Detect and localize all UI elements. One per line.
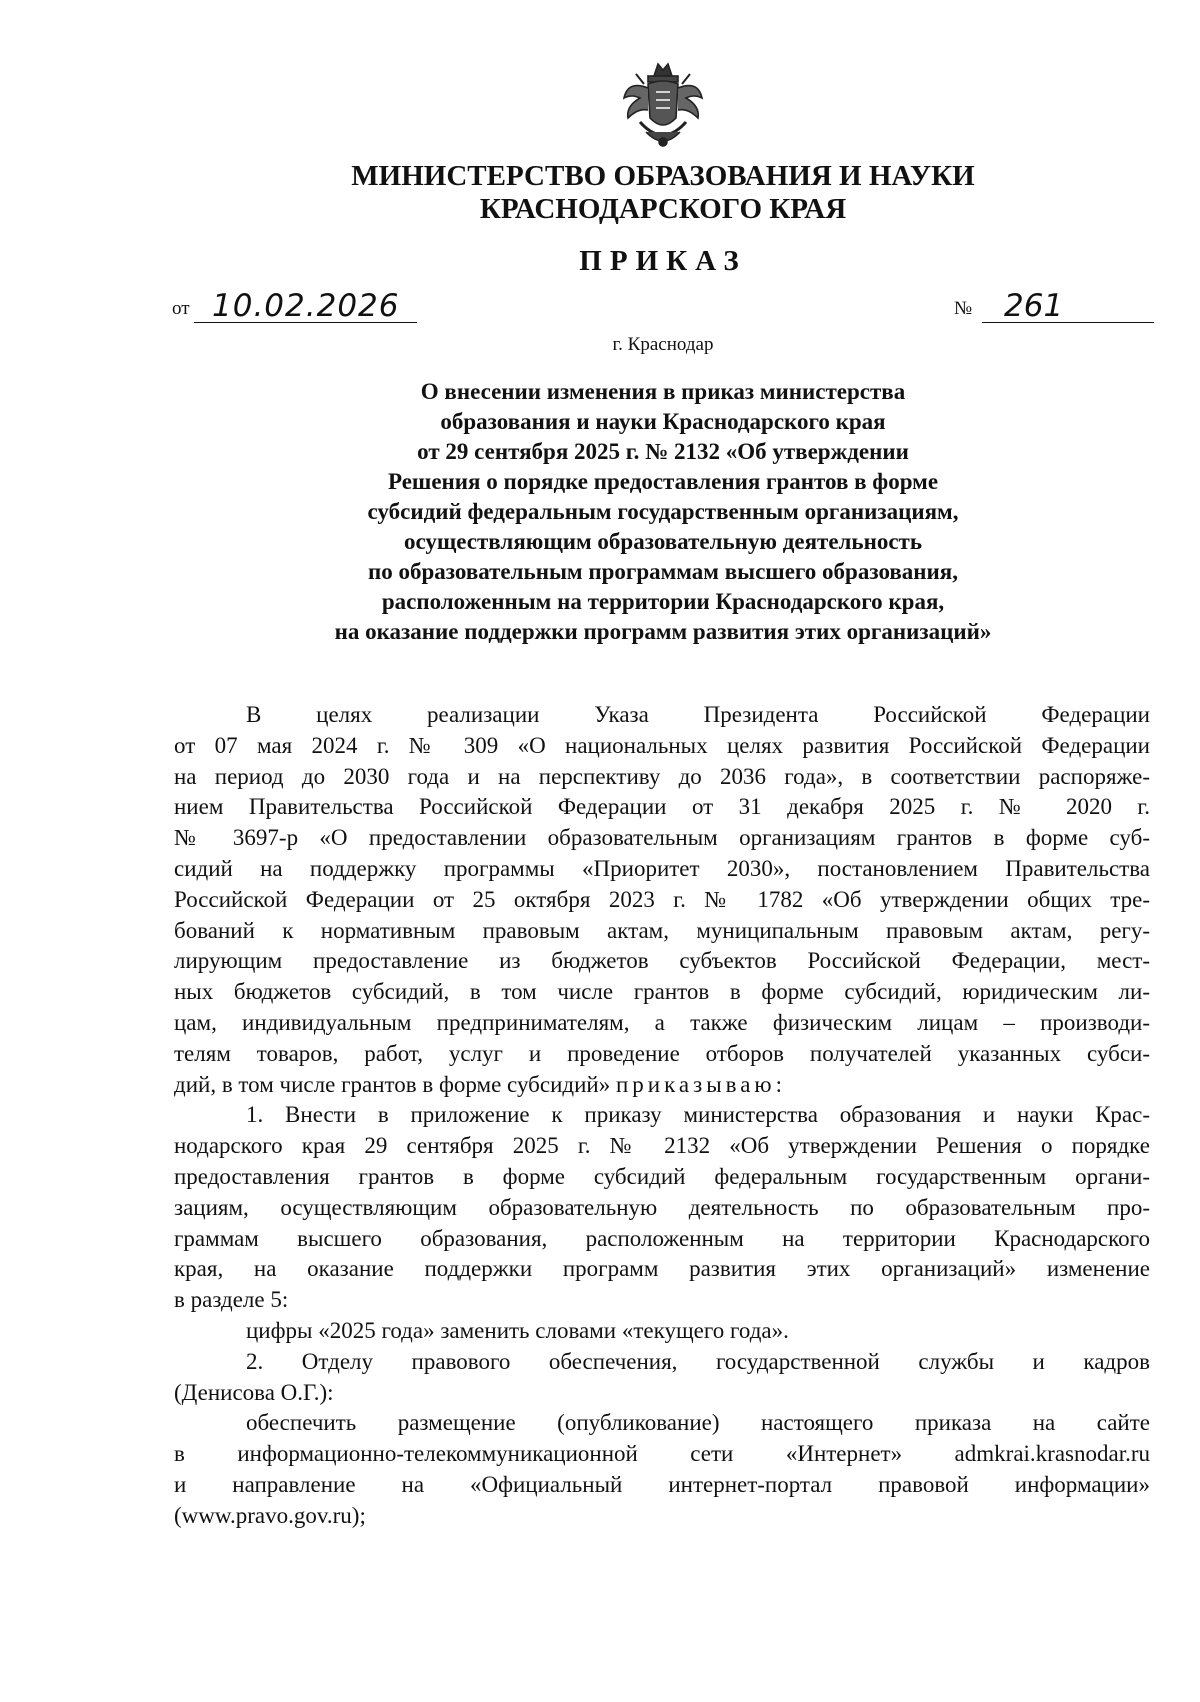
item-1-line: зациям, осуществляющим образовательную деятельность по образовательным про- <box>174 1194 1150 1220</box>
ministry-line-2: КРАСНОДАРСКОГО КРАЯ <box>479 193 847 225</box>
subject-line: расположенным на территории Краснодарского края, <box>381 589 945 614</box>
body-line: № 3697-р «О предоставлении образовательным организациям грантов в форме суб- <box>174 825 1150 851</box>
item-1-line: нодарского края 29 сентября 2025 г. № 2132 «Об утверждении Решения о порядке <box>174 1133 1150 1159</box>
coat-of-arms-emblem <box>618 58 708 154</box>
item-2-subpoint-line: и направление на «Официальный интернет-портал правовой информации» <box>174 1471 1150 1497</box>
date-label: от <box>172 298 190 319</box>
city: г. Краснодар <box>612 334 714 355</box>
item-1-line: 1. Внести в приложение к приказу министерства образования и науки Крас- <box>246 1102 1150 1128</box>
body-line: Российской Федерации от 25 октября 2023 г. № 1782 «Об утверждении общих тре- <box>174 886 1150 912</box>
ministry-name <box>0 160 1200 226</box>
body-line: сидий на поддержку программы «Приоритет 2030», постановлением Правительства <box>174 855 1150 881</box>
document-type: ПРИКАЗ <box>579 245 747 277</box>
preamble-ending: дий, в том числе грантов в форме субсидий» <box>174 1071 611 1097</box>
item-2-line: 2. Отделу правового обеспечения, государственной службы и кадров <box>246 1348 1150 1374</box>
item-2-subpoint-line: обеспечить размещение (опубликование) настоящего приказа на сайте <box>246 1410 1150 1436</box>
order-word: приказываю: <box>615 1071 786 1097</box>
order-body <box>174 700 1150 1532</box>
subject-line: от 29 сентября 2025 г. № 2132 «Об утверждении <box>417 439 909 464</box>
body-line: от 07 мая 2024 г. № 309 «О национальных целях развития Российской Федерации <box>174 732 1150 758</box>
subject-line: осуществляющим образовательную деятельность <box>403 529 923 554</box>
item-1-subpoint: цифры «2025 года» заменить словами «текущего года». <box>246 1317 789 1343</box>
body-line: цам, индивидуальным предпринимателям, а также физическим лицам – производи- <box>174 1009 1150 1035</box>
number-value: 261 <box>1004 288 1064 324</box>
subject-line: образования и науки Краснодарского края <box>440 409 886 434</box>
body-line: лирующим предоставление из бюджетов субъектов Российской Федерации, мест- <box>174 948 1150 974</box>
item-1-line: граммам высшего образования, расположенным на территории Краснодарского <box>174 1225 1150 1251</box>
body-line: бований к нормативным правовым актам, муниципальным правовым актам, регу- <box>174 917 1150 943</box>
subject-line: по образовательным программам высшего образования, <box>367 559 958 584</box>
item-2-line: (Денисова О.Г.): <box>174 1379 334 1405</box>
order-subject <box>0 377 1200 647</box>
body-line <box>174 1070 1150 1101</box>
body-line: ных бюджетов субсидий, в том числе грантов в форме субсидий, юридическим ли- <box>174 979 1150 1005</box>
date-value: 10.02.2026 <box>212 288 400 324</box>
item-1-line: в разделе 5: <box>174 1287 289 1313</box>
item-1-line: края, на оказание поддержки программ развития этих организаций» изменение <box>174 1256 1150 1282</box>
subject-line: О внесении изменения в приказ министерства <box>420 379 906 404</box>
item-2-subpoint-line: (www.pravo.gov.ru); <box>174 1502 366 1528</box>
ministry-line-1: МИНИСТЕРСТВО ОБРАЗОВАНИЯ И НАУКИ <box>351 160 975 192</box>
subject-line: субсидий федеральным государственным организациям, <box>367 499 959 524</box>
body-line: В целях реализации Указа Президента Российской Федерации <box>246 702 1150 727</box>
subject-line: Решения о порядке предоставления грантов в форме <box>387 469 939 494</box>
body-line: нием Правительства Российской Федерации от 31 декабря 2025 г. № 2020 г. <box>174 794 1150 820</box>
body-line: на период до 2030 года и на перспективу до 2036 года», в соответствии распоряже- <box>174 763 1150 789</box>
number-label: № <box>954 298 973 319</box>
subject-line: на оказание поддержки программ развития этих организаций» <box>334 619 992 644</box>
body-line: телям товаров, работ, услуг и проведение отборов получателей указанных субси- <box>174 1040 1150 1066</box>
item-1-line: предоставления грантов в форме субсидий федеральным государственным органи- <box>174 1163 1150 1189</box>
item-2-subpoint-line: в информационно-телекоммуникационной сети «Интернет» admkrai.krasnodar.ru <box>174 1441 1150 1467</box>
